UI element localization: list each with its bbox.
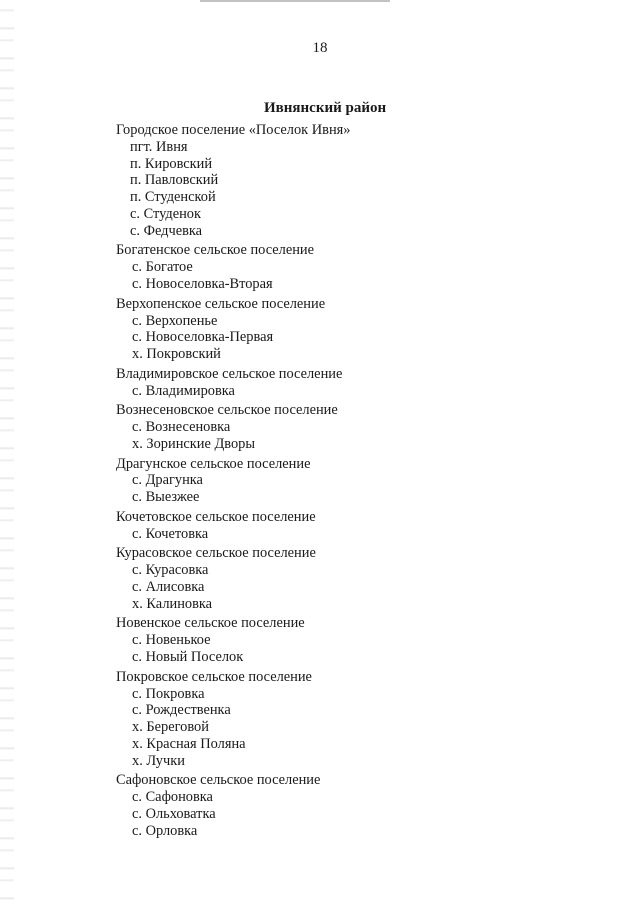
settlement-name: Вознесеновское сельское поселение <box>116 402 338 419</box>
settlement-name: Курасовское сельское поселение <box>116 545 316 562</box>
settlement-name: Кочетовское сельское поселение <box>116 508 316 525</box>
locality-item: с. Новый Поселок <box>132 649 244 666</box>
settlement-block <box>116 122 596 240</box>
settlement-block <box>116 242 596 292</box>
district-title: Ивнянский район <box>264 100 387 116</box>
locality-item: х. Калиновка <box>132 595 213 612</box>
page-number: 18 <box>312 40 328 56</box>
settlement-name: Новенское сельское поселение <box>116 615 305 632</box>
locality-item: с. Алисовка <box>132 578 205 595</box>
locality-item: с. Студенок <box>130 205 201 222</box>
settlement-block <box>116 296 596 363</box>
locality-item: х. Красная Поляна <box>132 735 246 752</box>
locality-item: с. Богатое <box>132 259 193 276</box>
settlement-name: Покровское сельское поселение <box>116 668 312 685</box>
locality-item: с. Вознесеновка <box>132 419 231 436</box>
settlement-name: Сафоновское сельское поселение <box>116 772 321 789</box>
settlement-name: Богатенское сельское поселение <box>116 242 315 259</box>
settlement-block <box>116 615 596 665</box>
locality-item: пгт. Ивня <box>130 138 188 155</box>
locality-item: с. Новенькое <box>132 632 211 649</box>
locality-item: с. Выезжее <box>132 489 200 506</box>
locality-item: с. Федчевка <box>130 222 203 239</box>
locality-item: х. Лучки <box>132 752 185 769</box>
settlement-name: Городское поселение «Поселок Ивня» <box>116 122 351 138</box>
locality-item: с. Верхопенье <box>132 312 218 329</box>
locality-item: с. Новоселовка-Первая <box>132 329 274 346</box>
settlement-name: Верхопенское сельское поселение <box>116 295 326 312</box>
settlement-block <box>116 402 596 452</box>
locality-item: с. Курасовка <box>132 562 209 579</box>
locality-item: х. Береговой <box>132 719 209 736</box>
locality-item: с. Сафоновка <box>132 789 213 806</box>
locality-item: х. Зоринские Дворы <box>132 435 256 452</box>
locality-item: с. Новоселовка-Вторая <box>132 276 273 293</box>
settlement-block <box>116 456 596 506</box>
locality-item: х. Покровский <box>132 346 221 363</box>
settlement-block <box>116 772 596 839</box>
settlement-name: Драгунское сельское поселение <box>116 455 311 472</box>
locality-item: с. Рождественка <box>132 702 231 719</box>
locality-item: с. Драгунка <box>132 472 203 489</box>
settlement-block <box>116 366 596 400</box>
locality-item: с. Орловка <box>132 822 198 839</box>
locality-item: с. Покровка <box>132 685 205 702</box>
settlement-name: Владимировское сельское поселение <box>116 365 343 382</box>
locality-item: п. Студенской <box>130 189 216 206</box>
settlement-block <box>116 509 596 543</box>
settlement-block <box>116 669 596 770</box>
locality-item: с. Кочетовка <box>132 525 209 542</box>
locality-item: п. Кировский <box>130 155 213 172</box>
locality-item: с. Ольховатка <box>132 805 216 822</box>
locality-item: п. Павловский <box>130 172 219 189</box>
settlement-block <box>116 545 596 612</box>
scan-top-artifact <box>200 0 390 2</box>
locality-item: с. Владимировка <box>132 382 235 399</box>
scan-edge-artifact <box>0 0 14 905</box>
settlement-list <box>116 122 596 842</box>
